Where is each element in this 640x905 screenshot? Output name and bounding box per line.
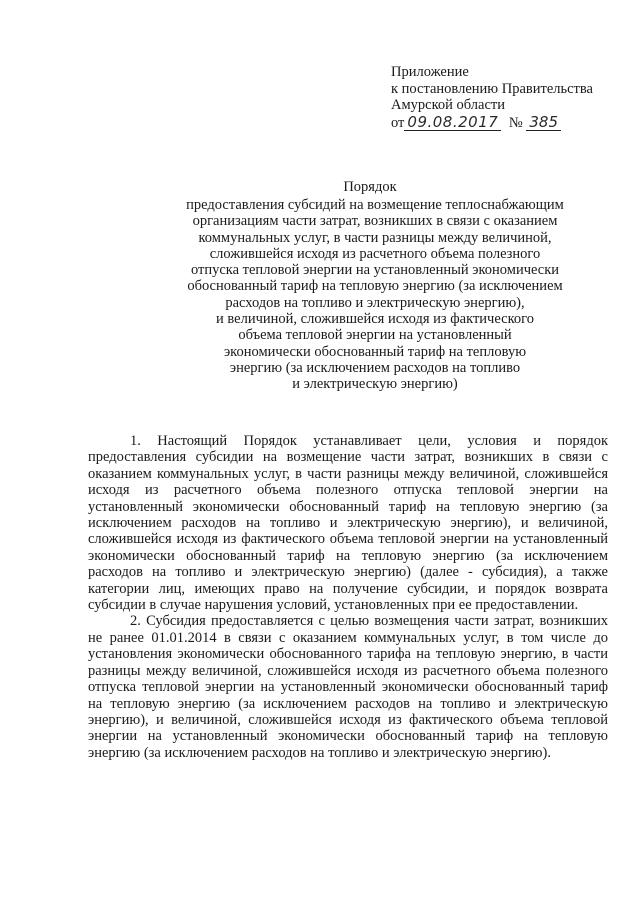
subtitle-line: объема тепловой энергии на установленный xyxy=(238,327,512,344)
appendix-block xyxy=(391,64,593,131)
subtitle-line: и величиной, сложившейся исходя из фактического xyxy=(216,311,534,328)
paragraph-2: 2. Субсидия предоставляется с целью возмещения части затрат, возникших не ранее 01.01.2014 в связи с оказанием коммунальных услуг, в том числе до установления экономически обоснованного тарифа на тепловую энергию, в части разницы между величиной, сложившейся исходя из расчетного объема полезного отпуска тепловой энергии на установленный экономически обоснованный тариф на тепловую энергию (за исключением расходов на топливо и электрическую энергию), и величиной, сложившейся исходя из фактического объема тепловой энергии на установленный экономически обоснованный тариф на тепловую энергию (за исключением расходов на топливо и электрическую энергию). xyxy=(88,613,608,761)
subtitle-line: сложившейся исходя из расчетного объема полезного xyxy=(209,245,541,262)
date-prefix: от xyxy=(391,114,405,131)
appendix-date-line xyxy=(391,114,593,132)
subtitle-line: предоставления субсидий на возмещение теплоснабжающим xyxy=(186,197,564,213)
document-subtitle xyxy=(160,197,590,393)
subtitle-line: отпуска тепловой энергии на установленный экономически xyxy=(190,262,560,279)
appendix-resolution: к постановлению Правительства xyxy=(391,80,593,97)
paragraph-1: 1. Настоящий Порядок устанавливает цели, условия и порядок предоставления субсидии на возмещение части затрат, возникших в связи с оказанием коммунальных услуг, в части разницы между величиной, сложившейся исходя из расчетного объема полезного отпуска тепловой энергии на установленный экономически обоснованный тариф на тепловую энергию (за исключением расходов на топливо и электрическую энергию), и величиной, сложившейся исходя из фактического объема тепловой энергии на установленный экономически обоснованный тариф на тепловую энергию (за исключением расходов на топливо и электрическую энергию) (далее - субсидия), а также категории лиц, имеющих право на получение субсидии, и порядок возврата субсидии в случае нарушения условий, установленных при ее предоставлении. xyxy=(88,433,608,614)
number-prefix: № xyxy=(508,114,523,131)
appendix-label: Приложение xyxy=(391,64,469,80)
subtitle-line: и электрическую энергию) xyxy=(292,376,458,393)
document-title: Порядок xyxy=(343,179,397,195)
subtitle-line: коммунальных услуг, в части разницы между величиной, xyxy=(198,229,552,246)
date-value: 09.08.2017 xyxy=(404,114,501,132)
subtitle-line: экономически обоснованный тариф на тепловую xyxy=(223,343,527,360)
document-body xyxy=(88,433,608,761)
subtitle-line: обоснованный тариф на тепловую энергию (за исключением xyxy=(187,278,563,295)
subtitle-line: энергию (за исключением расходов на топливо xyxy=(229,359,521,376)
appendix-region: Амурской области xyxy=(391,97,505,113)
subtitle-line: организациям части затрат, возникших в связи с оказанием xyxy=(192,213,558,230)
number-value: 385 xyxy=(526,114,561,132)
subtitle-line: расходов на топливо и электрическую энергию), xyxy=(225,294,525,311)
